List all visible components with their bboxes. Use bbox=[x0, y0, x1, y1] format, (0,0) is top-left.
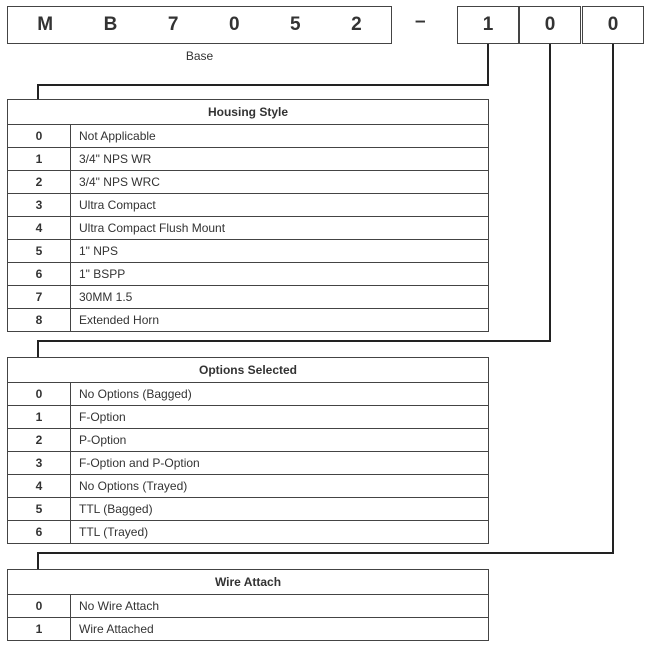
table-row: 3 Ultra Compact bbox=[8, 194, 489, 217]
table-row: 8 Extended Horn bbox=[8, 309, 489, 332]
table-row: 6 1" BSPP bbox=[8, 263, 489, 286]
suffix-digit-options: 0 bbox=[519, 6, 581, 44]
table-title: Wire Attach bbox=[8, 570, 489, 595]
table-row: 5 1" NPS bbox=[8, 240, 489, 263]
connector-housing bbox=[38, 44, 488, 100]
separator-dash: – bbox=[415, 11, 426, 32]
base-char: M bbox=[37, 14, 54, 35]
table-row: 0 Not Applicable bbox=[8, 125, 489, 148]
base-char: 7 bbox=[167, 14, 179, 35]
base-label: Base bbox=[185, 49, 214, 63]
options-selected-table bbox=[7, 357, 489, 544]
table-row: 0 No Options (Bagged) bbox=[8, 383, 489, 406]
table-row: 1 F-Option bbox=[8, 406, 489, 429]
table-row: 7 30MM 1.5 bbox=[8, 286, 489, 309]
base-char: B bbox=[103, 14, 118, 35]
table-row: 6 TTL (Trayed) bbox=[8, 521, 489, 544]
table-row: 2 P-Option bbox=[8, 429, 489, 452]
table-row: 4 No Options (Trayed) bbox=[8, 475, 489, 498]
housing-style-table bbox=[7, 99, 489, 332]
base-char: 5 bbox=[290, 14, 301, 35]
suffix-digit-wire: 0 bbox=[582, 6, 644, 44]
table-row: 3 F-Option and P-Option bbox=[8, 452, 489, 475]
table-title: Options Selected bbox=[8, 358, 489, 383]
suffix-digit-housing: 1 bbox=[457, 6, 519, 44]
wire-attach-table bbox=[7, 569, 489, 641]
table-row: 0 No Wire Attach bbox=[8, 595, 489, 618]
table-row: 5 TTL (Bagged) bbox=[8, 498, 489, 521]
base-char: 2 bbox=[351, 14, 362, 35]
table-title: Housing Style bbox=[8, 100, 489, 125]
table-row: 4 Ultra Compact Flush Mount bbox=[8, 217, 489, 240]
table-row: 2 3/4" NPS WRC bbox=[8, 171, 489, 194]
base-char: 0 bbox=[228, 14, 240, 35]
table-row: 1 3/4" NPS WR bbox=[8, 148, 489, 171]
table-row: 1 Wire Attached bbox=[8, 618, 489, 641]
